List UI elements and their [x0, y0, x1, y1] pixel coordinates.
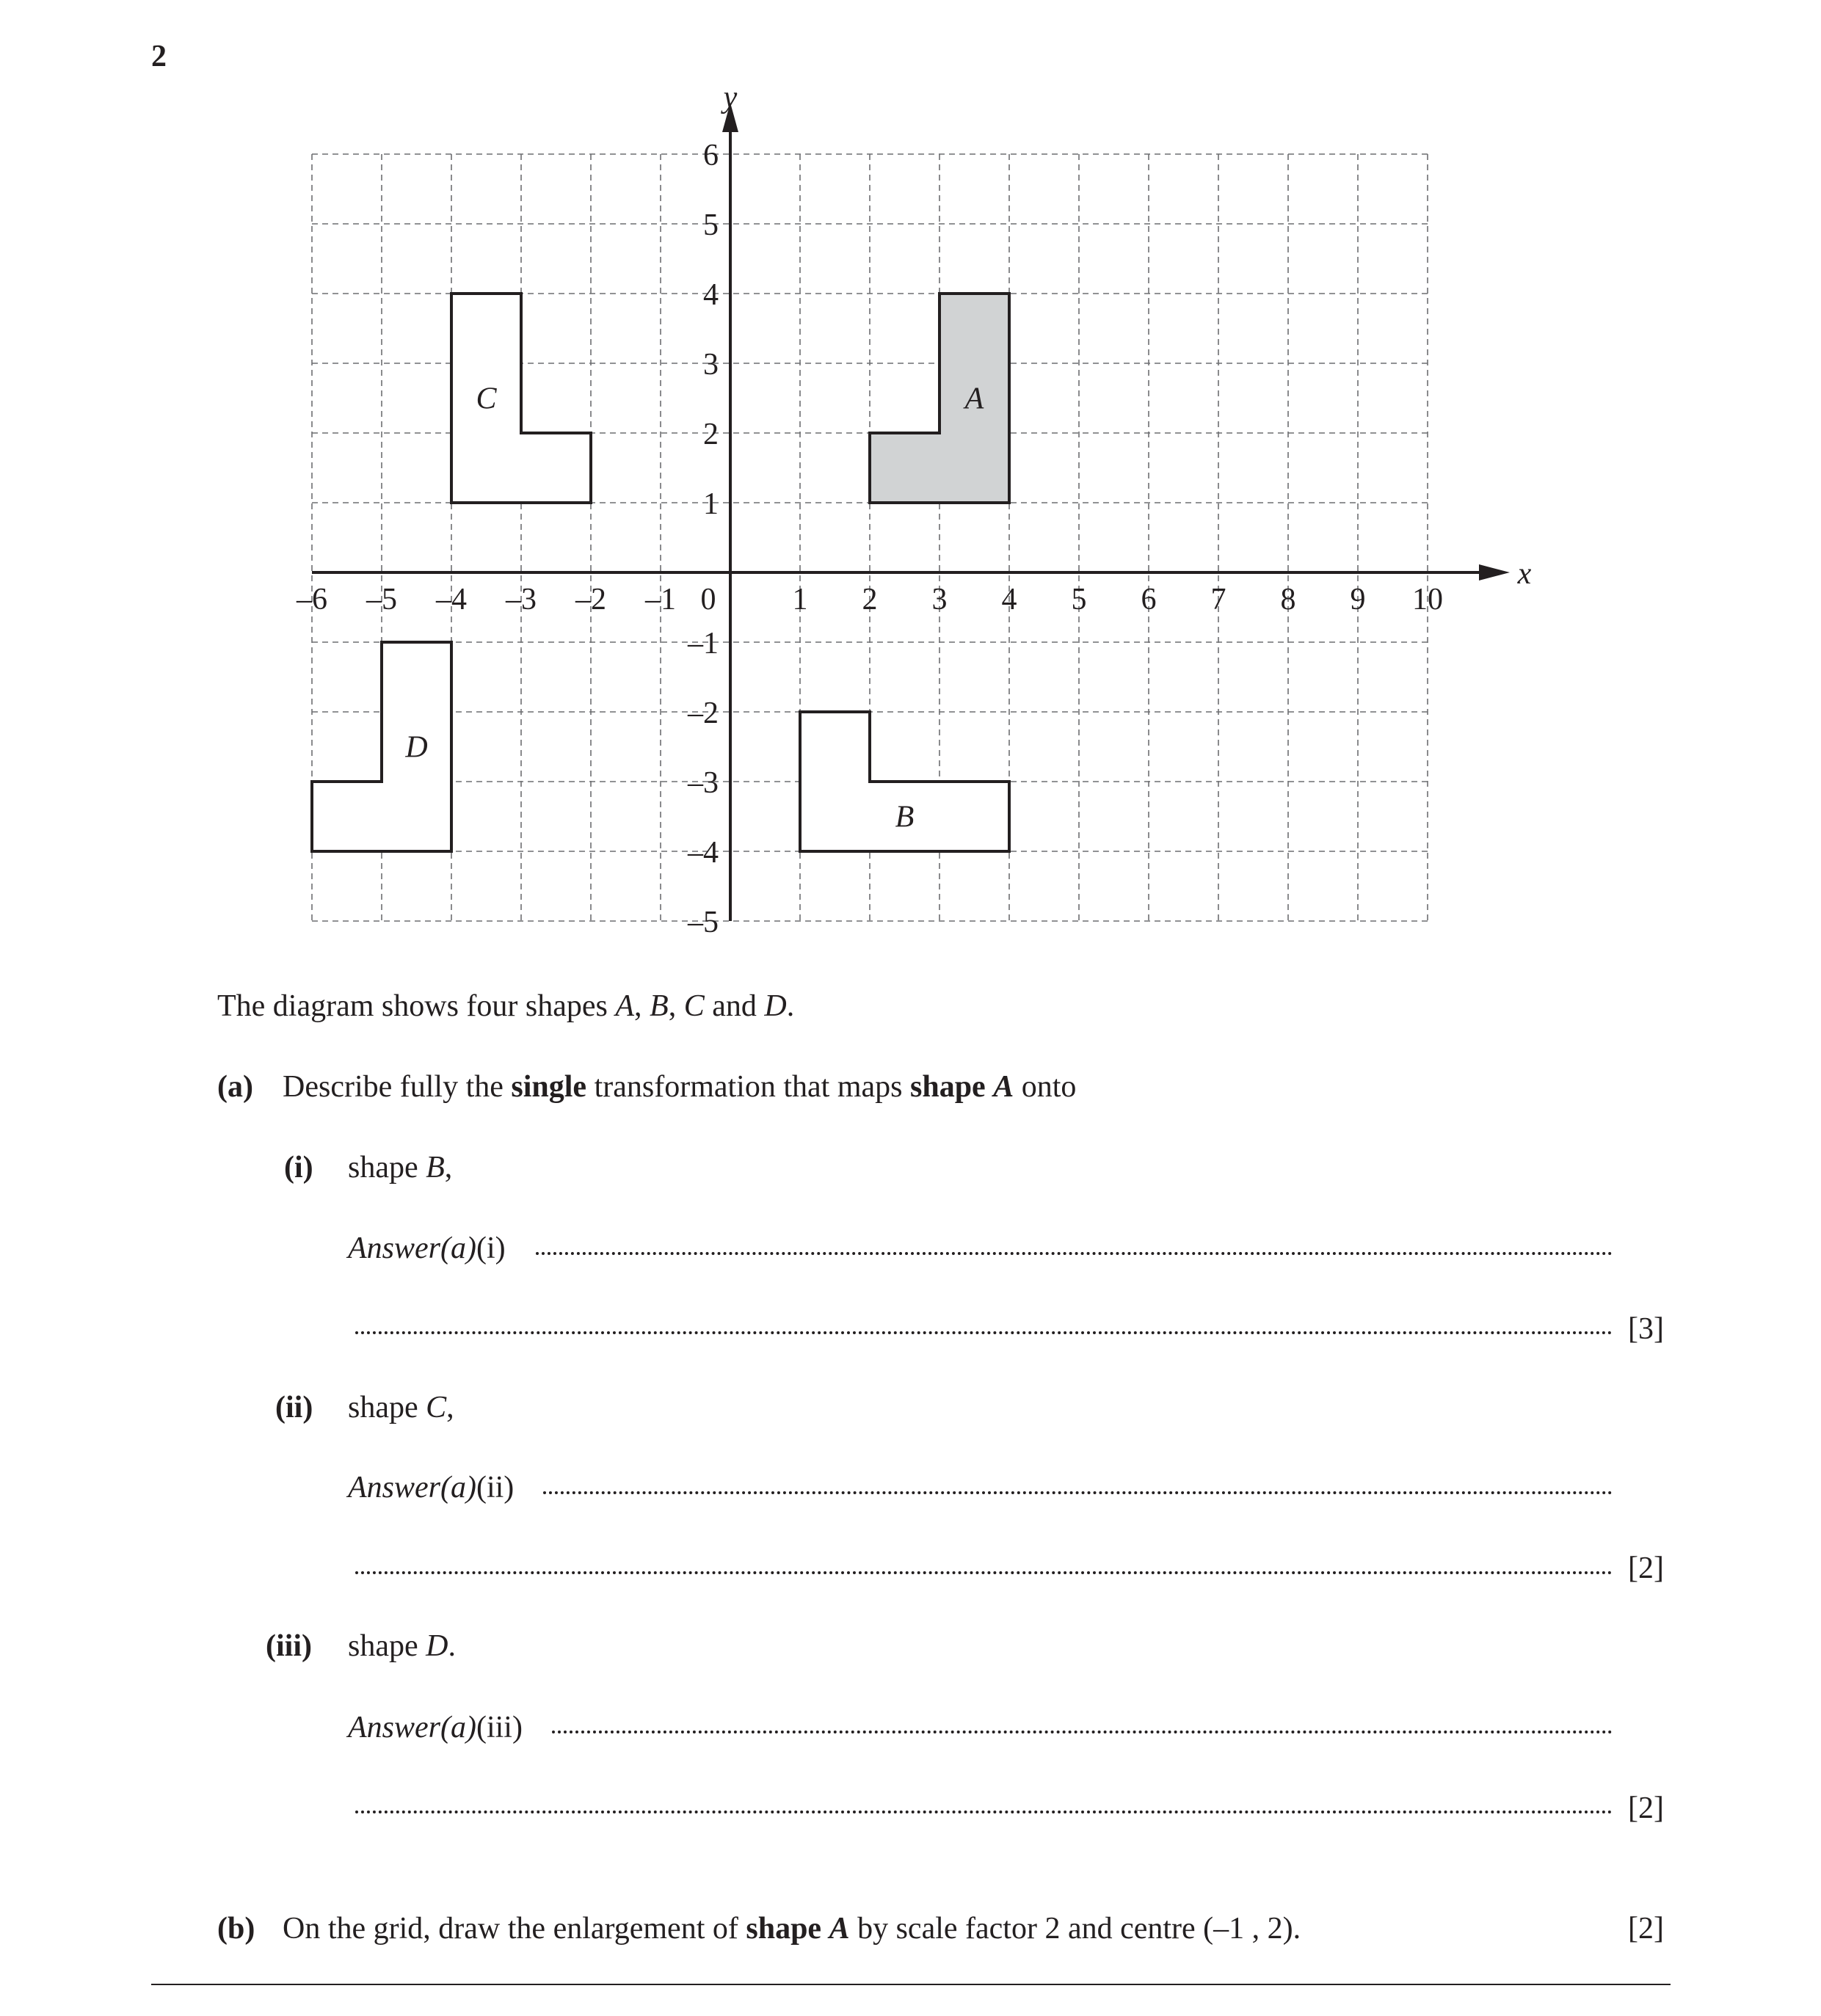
answer-a-iii-line-1[interactable]: [552, 1731, 1613, 1733]
answer-a-ii-italic: Answer(a): [348, 1471, 476, 1504]
subpart-i-numeral: (i): [284, 1151, 313, 1185]
part-a-text-2: transformation that maps: [586, 1070, 910, 1104]
answer-a-iii-num: (iii): [476, 1711, 523, 1744]
x-tick-label: 9: [1350, 583, 1366, 616]
marks-a-iii: [2]: [1628, 1791, 1664, 1825]
shape-label-d: D: [405, 730, 428, 765]
intro-shape-d: D: [764, 989, 787, 1023]
marks-b: [2]: [1628, 1912, 1664, 1946]
part-b-bold-shape: shape: [746, 1912, 829, 1946]
x-tick-label: 0: [700, 583, 716, 616]
answer-a-iii-line-2[interactable]: [355, 1811, 1613, 1813]
shape-label-a: A: [964, 382, 984, 416]
intro-shape-b: B: [650, 989, 669, 1023]
intro-comma-1: ,: [634, 989, 650, 1023]
y-tick-label: –1: [688, 627, 719, 661]
subpart-iii-shape-letter: D: [426, 1629, 448, 1663]
footer-rule: [151, 1984, 1671, 1985]
y-axis-label: y: [723, 81, 738, 114]
x-tick-label: –3: [506, 583, 537, 616]
part-b-text-2: by scale factor 2 and centre (–1 , 2).: [849, 1912, 1301, 1946]
part-a-bold-single: single: [511, 1070, 587, 1104]
subpart-ii-shape-letter: C: [426, 1391, 447, 1424]
subpart-i-shape-word: shape: [348, 1151, 426, 1185]
intro-shape-c: C: [683, 989, 705, 1023]
shape-a: [870, 294, 1009, 503]
page-number: 2: [151, 40, 167, 73]
answer-a-iii-italic: Answer(a): [348, 1711, 476, 1744]
shape-label-b: B: [895, 800, 915, 834]
x-tick-label: –4: [436, 583, 467, 616]
x-tick-label: 7: [1210, 583, 1226, 616]
intro-and: and: [704, 989, 765, 1023]
intro-end: .: [786, 989, 795, 1023]
answer-a-i-num: (i): [476, 1231, 506, 1265]
intro-comma-2: ,: [668, 989, 684, 1023]
answer-a-i-line-1[interactable]: [536, 1252, 1613, 1255]
shape-d: [312, 642, 451, 851]
x-tick-label: –5: [366, 583, 397, 616]
x-axis-arrow-icon: [1479, 564, 1510, 581]
marks-a-ii: [2]: [1628, 1551, 1664, 1585]
y-tick-label: 1: [703, 487, 719, 521]
x-tick-label: –6: [297, 583, 327, 616]
y-tick-label: 2: [703, 418, 719, 451]
answer-a-i-italic: Answer(a): [348, 1231, 476, 1265]
subpart-iii-text: [348, 1631, 456, 1662]
part-a-label: (a): [217, 1070, 253, 1104]
x-tick-label: 6: [1141, 583, 1157, 616]
x-tick-label: 10: [1412, 583, 1443, 616]
y-tick-label: 6: [703, 139, 719, 172]
intro-prefix: The diagram shows four shapes: [217, 989, 616, 1023]
part-a-bold-italic-a: A: [993, 1070, 1014, 1104]
subpart-iii-shape-word: shape: [348, 1629, 426, 1663]
x-tick-label: 5: [1071, 583, 1087, 616]
x-tick-label: 8: [1280, 583, 1296, 616]
y-tick-label: –4: [688, 836, 719, 870]
y-tick-label: 5: [703, 208, 719, 242]
shape-c: [451, 294, 591, 503]
answer-a-ii-label: [348, 1472, 514, 1503]
intro-text: [217, 991, 794, 1022]
subpart-i-text: [348, 1152, 452, 1183]
y-tick-label: –2: [688, 696, 719, 730]
y-tick-label: 3: [703, 348, 719, 382]
part-b-text-1: On the grid, draw the enlargement of: [283, 1912, 746, 1946]
y-tick-label: –5: [688, 906, 719, 939]
y-tick-label: –3: [688, 766, 719, 800]
part-b-bold-italic-a: A: [829, 1912, 850, 1946]
answer-a-i-line-2[interactable]: [355, 1331, 1613, 1334]
subpart-ii-numeral: (ii): [275, 1391, 313, 1424]
answer-a-ii-num: (ii): [476, 1471, 515, 1504]
subpart-iii-punct: .: [448, 1629, 456, 1663]
x-tick-label: 4: [1001, 583, 1017, 616]
shape-label-c: C: [476, 382, 497, 416]
answer-a-ii-line-1[interactable]: [543, 1491, 1613, 1494]
answer-a-ii-line-2[interactable]: [355, 1571, 1613, 1574]
subpart-ii-punct: ,: [446, 1391, 454, 1424]
part-a-text-3: onto: [1014, 1070, 1077, 1104]
subpart-i-shape-letter: B: [426, 1151, 445, 1185]
x-tick-label: 1: [792, 583, 808, 616]
subpart-ii-text: [348, 1392, 454, 1423]
intro-shape-a: A: [615, 989, 635, 1023]
part-b-question: [283, 1913, 1301, 1944]
x-axis-label: x: [1517, 557, 1532, 591]
answer-a-iii-label: [348, 1712, 523, 1743]
x-tick-label: –2: [575, 583, 606, 616]
x-tick-label: 2: [862, 583, 878, 616]
x-tick-label: –1: [645, 583, 676, 616]
answer-a-i-label: [348, 1233, 506, 1264]
marks-a-i: [3]: [1628, 1312, 1664, 1346]
part-a-bold-shape: shape: [909, 1070, 994, 1104]
x-tick-label: 3: [931, 583, 948, 616]
part-a-text-1: Describe fully the: [283, 1070, 512, 1104]
part-b-label: (b): [217, 1912, 255, 1946]
y-tick-label: 4: [703, 278, 719, 312]
subpart-iii-numeral: (iii): [266, 1629, 312, 1663]
part-a-question: [283, 1071, 1076, 1102]
subpart-i-punct: ,: [444, 1151, 453, 1185]
subpart-ii-shape-word: shape: [348, 1391, 426, 1424]
